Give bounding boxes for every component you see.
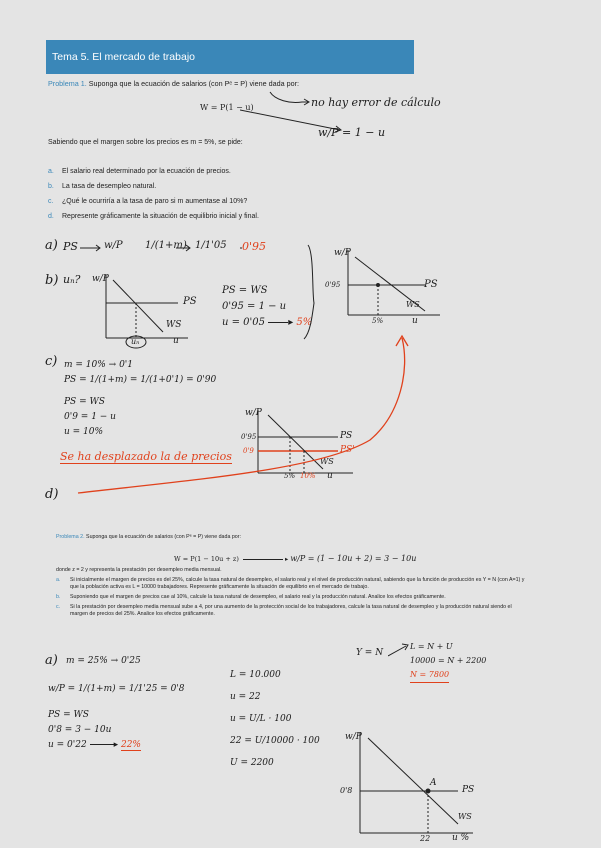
sol1-d-label: d) — [45, 487, 59, 502]
list-item: a. El salario real determinado por la ecuación de precios. — [48, 168, 231, 175]
sol1-c-lines: m = 10% → 0'1 PS = 1/(1+m) = 1/(1+0'1) = 0'90 PS = WS 0'9 = 1 − u u = 10% — [64, 360, 217, 437]
graph-top-x1: 5% — [372, 317, 384, 325]
problem2-statement: Problema 2. Suponga que la ecuación de salarios (con Pᵉ = P) viene dada por: — [56, 534, 241, 540]
graph-c-x2: 10% — [300, 472, 316, 480]
list-item: a. Si inicialmente el margen de precios es del 25%, calcule la tasa natural de desempleo, el salario real y el nivel de producción natural, sabiendo que la función de producción es Y = N (con A=1) y que la población activa es L = 10000 trabajadores. Represente gráficamente la situación de equilibrio en el mercado de trabajo. — [56, 577, 525, 590]
graph-top-ps: PS — [424, 279, 438, 290]
sol1-b-un: uₙ? — [63, 273, 81, 286]
sol2-middle: L = 10.000 u = 22 u = U/L · 100 22 = U/10000 · 100 U = 2200 — [230, 670, 320, 768]
real-wage-eq: w/P = 1 − u — [318, 126, 386, 139]
problem1-label: Problema 1. — [48, 79, 87, 88]
note-no-error: no hay error de cálculo — [311, 96, 441, 109]
problem2-block — [56, 534, 526, 618]
sol1-a-label: a) — [45, 238, 58, 253]
graph-b-un: uₙ — [131, 337, 140, 346]
graph-top-ws: WS — [406, 300, 420, 309]
list-item: b. La tasa de desempleo natural. — [48, 183, 157, 190]
problem1-items — [48, 164, 259, 224]
problem1-given: Sabiendo que el margen sobre los precios es m = 5%, se pide: — [48, 139, 243, 146]
sol1-b-lines: PS = WS 0'95 = 1 − u u = 0'05 ▸ 5% — [222, 285, 313, 328]
graph-c-ps: PS — [340, 431, 353, 441]
sol1-a-frac1: w/P — [104, 240, 123, 251]
problem1-text: Suponga que la ecuación de salarios (con Pᵉ = P) viene dada por: — [88, 79, 300, 88]
sol2-y-eq-n: Y = N — [356, 648, 384, 658]
sol1-a-result: 0'95 — [242, 240, 267, 253]
sol2-lines: PS = WS 0'8 = 3 − 10u u = 0'22 ▸ 22% — [48, 710, 141, 750]
graph-b-ps: PS — [183, 296, 197, 307]
graph-top-yaxis: w/P — [334, 248, 351, 258]
chapter-header: Tema 5. El mercado de trabajo — [46, 40, 414, 74]
problem1-annotations — [240, 84, 440, 154]
list-item: b. Suponiendo que el margen de precios cae al 10%, calcule la tasa natural de desempleo, el salario real y la producción natural. Analice los efectos gráficamente. — [56, 594, 446, 600]
graph-b-yaxis: w/P — [92, 274, 109, 284]
sol2-m-line: m = 25% → 0'25 — [66, 656, 141, 666]
graph-b-u: u — [173, 336, 179, 346]
graph-c-ps2: PS' — [340, 445, 355, 455]
graph-p2-ws: WS — [458, 812, 472, 821]
graph-p2 — [338, 728, 478, 843]
list-item: c. Si la prestación por desempleo media mensual sube a 4, por una aumento de la protección social de los trabajadores, calcule la tasa natural de desempleo y la producción natural siendo el margen de precios del 25%. Analice los efectos gráficamente. — [56, 604, 512, 617]
graph-c-ws: WS — [320, 457, 334, 466]
graph-c-y2: 0'9 — [243, 447, 254, 455]
graph-p2-x: 22 — [420, 834, 431, 843]
sol2-frac-line: w/P = 1/(1+m) = 1/1'25 = 0'8 — [48, 684, 185, 694]
sol2-result: 22% — [120, 740, 141, 750]
graph-p2-u: u % — [452, 833, 470, 843]
bracket — [300, 243, 320, 343]
wage-equation: W = P(1 − u) — [200, 103, 254, 112]
sol2-a-label: a) — [45, 653, 58, 668]
graph-c-y1: 0'95 — [241, 433, 257, 441]
graph-p2-ps: PS — [462, 785, 475, 795]
problem2-where: donde z = 2 y representa la prestación por desempleo media mensual. — [56, 567, 222, 573]
sol1-b-label: b) — [45, 273, 59, 288]
graph-p2-y: 0'8 — [340, 786, 353, 795]
graph-c-x1: 5% — [284, 472, 296, 480]
sol2-right: L = N + U 10000 = N + 2200 N = 7800 — [410, 640, 486, 683]
graph-p2-point: A — [430, 778, 437, 788]
sol1-b-result: 5% — [296, 317, 313, 328]
graph-b-ws: WS — [166, 320, 182, 330]
list-item: c. ¿Qué le ocurriría a la tasa de paro si m aumentase al 10%? — [48, 198, 248, 205]
sol1-a-arrows — [80, 240, 250, 260]
sol1-c-label: c) — [45, 354, 58, 369]
graph-p2-yaxis: w/P — [345, 732, 362, 742]
graph-top-y1: 0'95 — [325, 281, 341, 289]
sol1-a-ps: PS — [63, 240, 78, 253]
sol1-c-conclusion: Se ha desplazado la de precios — [60, 450, 232, 463]
sol1-a-frac3: 1/1'05 — [195, 240, 227, 251]
graph-c-yaxis: w/P — [245, 408, 262, 418]
sol2-arrow — [388, 640, 418, 670]
sol1-a-frac2: 1/(1+m) — [145, 240, 187, 251]
red-arrow — [70, 330, 420, 500]
list-item: d. Represente gráficamente la situación de equilibrio inicial y final. — [48, 213, 259, 220]
problem2-equation: W = P(1 − 10u + z) ▸ w/P = (1 − 10u + 2) = 3 − 10u — [174, 554, 417, 563]
graph-c-u: u — [327, 471, 333, 481]
graph-top-u: u — [412, 316, 418, 326]
